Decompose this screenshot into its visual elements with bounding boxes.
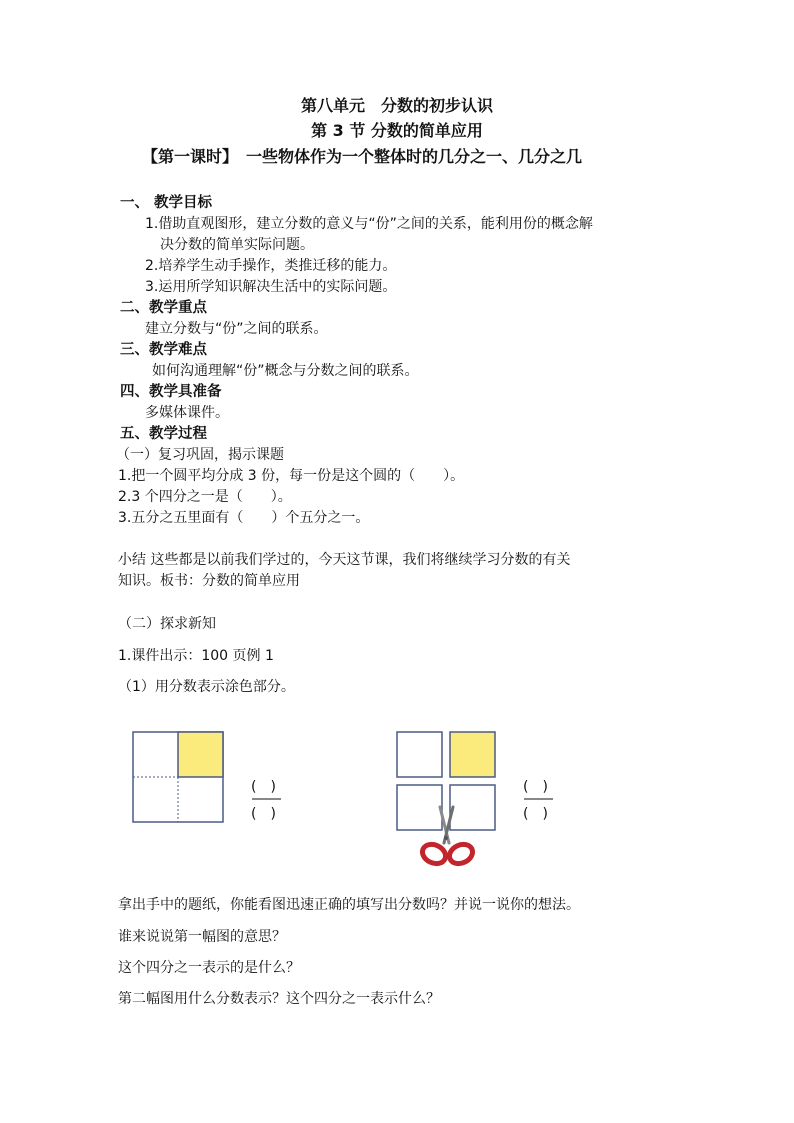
fraction-2-numerator[interactable]: ( ) xyxy=(523,779,548,795)
fraction-1-numerator[interactable]: ( ) xyxy=(251,779,276,795)
figure-four-squares xyxy=(397,732,495,830)
prompt-3: 这个四分之一表示的是什么？ xyxy=(118,960,300,976)
key-points-text: 建立分数与“份”之间的联系。 xyxy=(145,321,328,337)
materials-heading: 四、教学具准备 xyxy=(120,384,222,400)
shaded-square xyxy=(450,732,495,777)
example-1-sub: （1）用分数表示涂色部分。 xyxy=(118,679,295,695)
process-part1: （一）复习巩固，揭示课题 xyxy=(116,447,284,463)
review-question-3: 3.五分之五里面有（ ）个五分之一。 xyxy=(118,510,370,526)
process-heading: 五、教学过程 xyxy=(120,426,207,442)
lesson-title: 【第一课时】 一些物体作为一个整体时的几分之一、几分之几 xyxy=(142,147,583,166)
prompt-4: 第二幅图用什么分数表示？这个四分之一表示什么？ xyxy=(118,991,440,1007)
objective-2: 2.培养学生动手操作，类推迁移的能力。 xyxy=(145,258,397,274)
prompt-1: 拿出手中的题纸，你能看图迅速正确的填写出分数吗？并说一说你的想法。 xyxy=(118,897,580,913)
example-1: 1.课件出示：100 页例 1 xyxy=(118,648,274,664)
review-question-1: 1.把一个圆平均分成 3 份，每一份是这个圆的（ ）。 xyxy=(118,468,465,484)
fraction-2-denominator[interactable]: ( ) xyxy=(523,806,548,822)
shaded-quarter xyxy=(178,732,223,777)
objectives-heading: 一、 教学目标 xyxy=(120,195,213,211)
materials-text: 多媒体课件。 xyxy=(145,405,229,421)
section-title: 第 3 节 分数的简单应用 xyxy=(311,121,483,140)
objective-1-line2: 决分数的简单实际问题。 xyxy=(160,237,314,253)
fraction-1-denominator[interactable]: ( ) xyxy=(251,806,276,822)
summary-line2: 知识。板书：分数的简单应用 xyxy=(118,573,300,589)
summary-line1: 小结 这些都是以前我们学过的，今天这节课，我们将继续学习分数的有关 xyxy=(118,552,571,568)
unit-title: 第八单元 分数的初步认识 xyxy=(300,96,493,115)
difficulties-heading: 三、教学难点 xyxy=(120,342,207,358)
review-question-2: 2.3 个四分之一是（ ）。 xyxy=(118,489,292,505)
objective-1-line1: 1.借助直观图形，建立分数的意义与“份”之间的关系，能利用份的概念解 xyxy=(145,216,593,232)
objective-3: 3.运用所学知识解决生活中的实际问题。 xyxy=(145,279,397,295)
process-part2: （二）探求新知 xyxy=(118,616,216,632)
prompt-2: 谁来说说第一幅图的意思？ xyxy=(118,929,286,945)
key-points-heading: 二、教学重点 xyxy=(120,300,207,316)
difficulties-text: 如何沟通理解“份”概念与分数之间的联系。 xyxy=(152,363,419,379)
